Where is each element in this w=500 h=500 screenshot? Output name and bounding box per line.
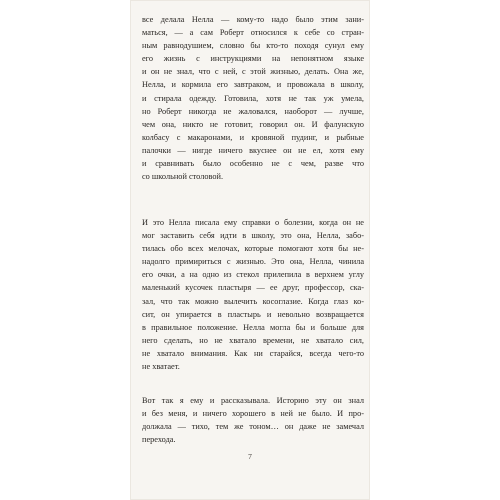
text-line: и без меня, и ничего хорошего в ней не было. И про- <box>142 409 364 419</box>
text-line: и стирала одежду. Готовила, хотя не так уж умела, <box>142 93 364 103</box>
paragraph-3 <box>142 394 364 446</box>
text-line: зал, что так можно вылечить косоглазие. Когда глаз ко- <box>142 296 364 306</box>
text-line: тилась обо всех мелочах, которые помогают хотя бы не- <box>142 244 364 254</box>
book-page <box>130 0 370 500</box>
text-line: не хватает. <box>142 362 180 372</box>
paragraph-text <box>142 216 364 373</box>
text-line: но Роберт никогда не жаловался, наоборот — лучше, <box>142 106 364 116</box>
text-line: него сделать, но не хватало времени, не хватало сил, <box>142 335 364 345</box>
paragraph-text <box>142 394 364 446</box>
text-line: все делала Нелла — кому-то надо было этим зани- <box>142 15 364 24</box>
text-line: в правильное положение. Нелла могла бы и больше для <box>142 322 364 332</box>
text-line: должала — тихо, тем же тоном… он даже не замечал <box>142 422 364 432</box>
paragraph-text <box>142 13 364 183</box>
text-line: мог заставить себя идти в школу, это она, Нелла, забо- <box>142 231 364 241</box>
text-line: и сравнивать было особенно не с чем, разве что <box>142 159 364 169</box>
paragraph-2 <box>142 216 364 373</box>
text-line: надолго примириться с жизнью. Это она, Нелла, чинила <box>142 257 364 267</box>
text-line: маленький кусочек пластыря — ее друг, профессор, ска- <box>142 283 364 293</box>
text-line: не хватало внимания. Как ни старайся, всегда чего-то <box>142 348 364 358</box>
text-line: его жизнь с инструкциями на непонятном языке <box>142 54 364 64</box>
text-line: маться, — а сам Роберт относился к себе со стран- <box>142 28 364 38</box>
paragraph-1 <box>142 13 364 183</box>
text-line: Нелла, и кормила его завтраком, и провожала в школу, <box>142 80 364 90</box>
text-line: И это Нелла писала ему справки о болезни, когда он не <box>142 218 364 227</box>
text-line: Вот так я ему и рассказывала. Историю эту он знал <box>142 396 364 405</box>
page-number: 7 <box>248 452 252 461</box>
text-line: сит, он упирается в пластырь и невольно возвращается <box>142 309 364 319</box>
text-line: со школьной столовой. <box>142 172 224 182</box>
text-line: ным равнодушием, словно бы кто-то походя сунул ему <box>142 41 364 51</box>
text-line: колбасу с макаронами, и кровяной пудинг, и рыбные <box>142 132 364 142</box>
text-line: и он не знал, что с ней, с этой жизнью, делать. Она же, <box>142 67 364 77</box>
text-line: перехода. <box>142 435 176 445</box>
text-line: чем она, никто не готовит, говорил он. И фалунскую <box>142 119 364 129</box>
text-line: его очки, а на одно из стекол прилепила в верхнем углу <box>142 270 364 280</box>
text-line: палочки — нигде ничего вкуснее он не ел, хотя ему <box>142 145 364 155</box>
